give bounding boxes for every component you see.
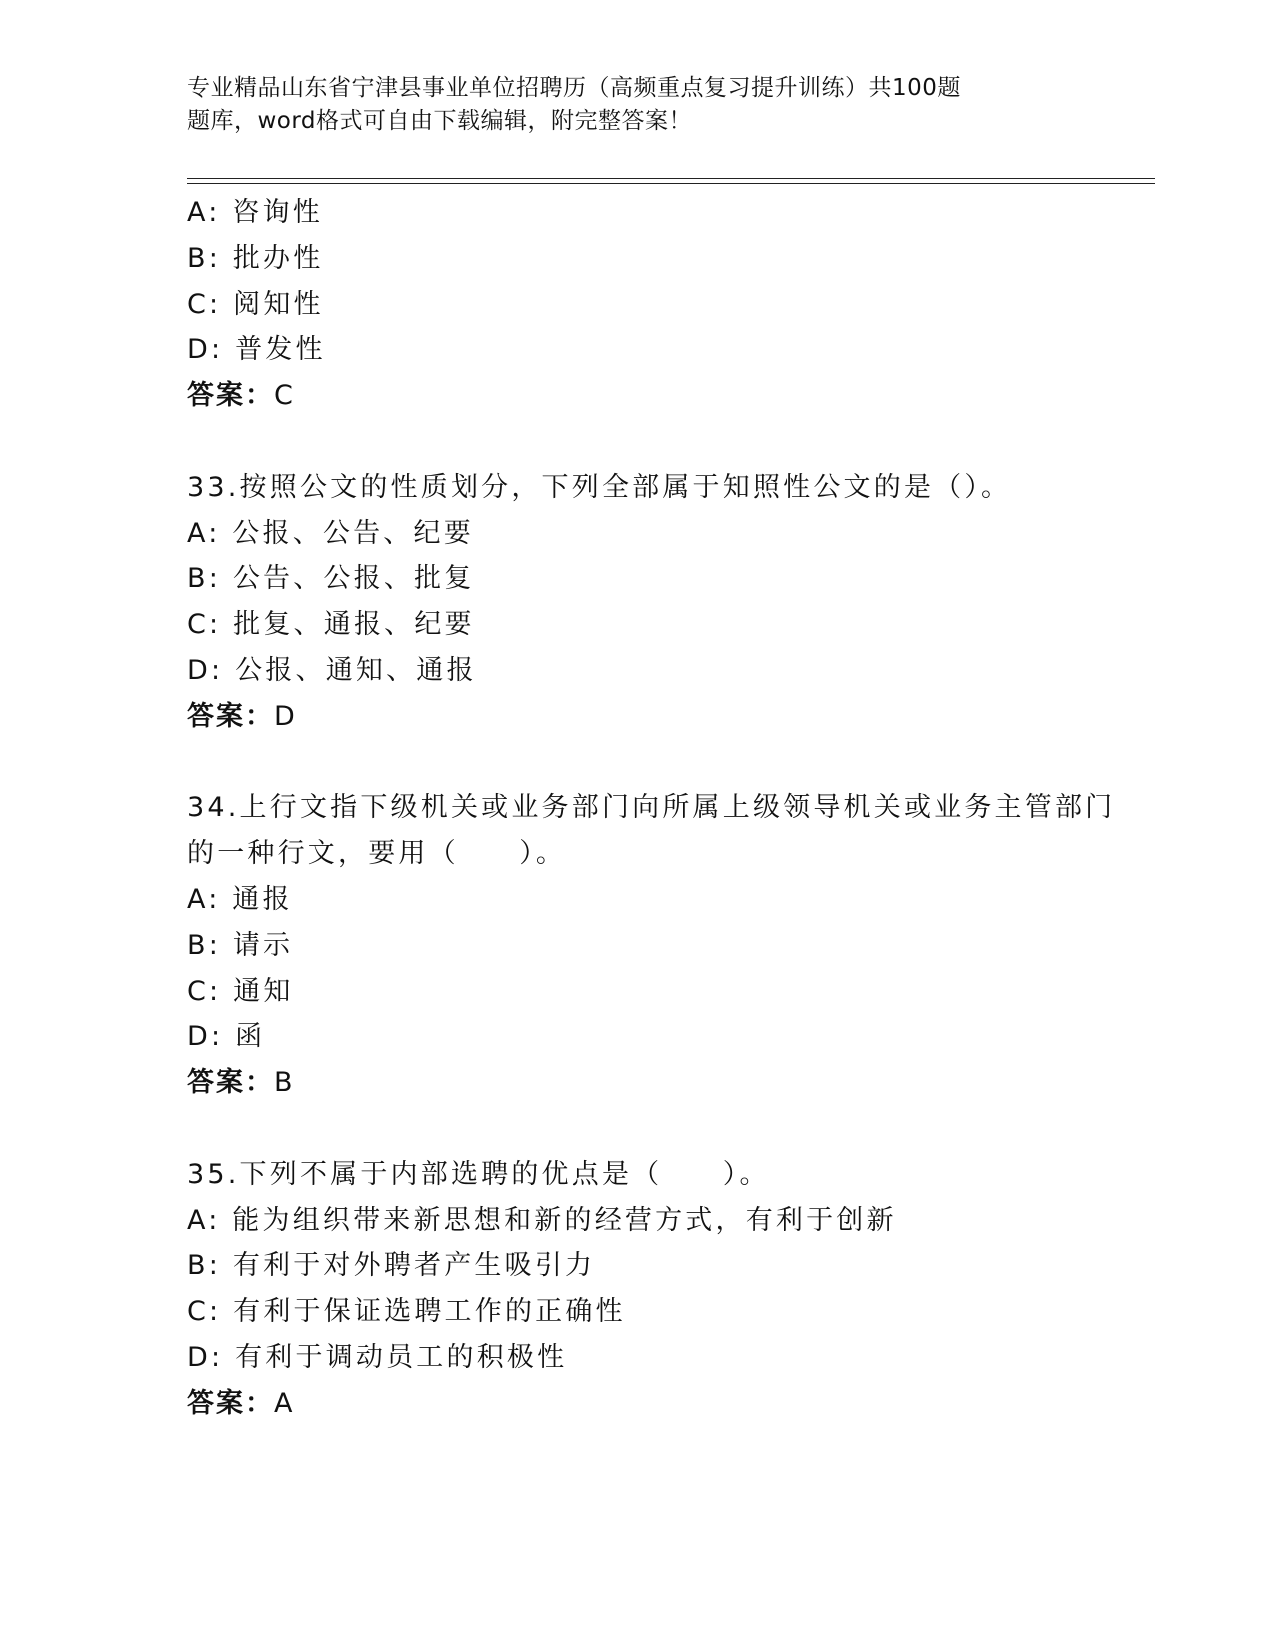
- header-title-line-2: 题库，word格式可自由下载编辑，附完整答案！: [187, 108, 693, 134]
- option-d: D: 普发性: [187, 334, 326, 366]
- question-number: 33.: [187, 471, 240, 503]
- answer-value: C: [274, 380, 295, 412]
- question-text: 34.上行文指下级机关或业务部门向所属上级领导机关或业务主管部门: [187, 792, 1116, 824]
- question-block-35: [187, 1152, 1155, 1427]
- question-block-34: [187, 785, 1155, 1106]
- option-c: C: 阅知性: [187, 288, 324, 320]
- question-text: 33.按照公文的性质划分，下列全部属于知照性公文的是（）。: [187, 471, 1012, 503]
- option-b: B: 请示: [187, 929, 294, 961]
- option-c: C: 批复、通报、纪要: [187, 609, 475, 641]
- option-d: D: 公报、通知、通报: [187, 654, 477, 686]
- question-number: 34.: [187, 792, 240, 824]
- question-text-continued: 的一种行文，要用（ ）。: [187, 838, 567, 870]
- answer-line: [187, 1060, 1155, 1106]
- option-a: A: 公报、公告、纪要: [187, 517, 474, 549]
- answer-label: 答案：: [187, 700, 274, 732]
- option-c: C: 有利于保证选聘工作的正确性: [187, 1296, 626, 1328]
- answer-line: [187, 694, 1155, 740]
- question-block-partial: [187, 190, 1155, 419]
- answer-value: D: [274, 700, 297, 732]
- document-header: [187, 72, 1027, 138]
- header-divider-top: [187, 178, 1155, 179]
- option-b: B: 公告、公报、批复: [187, 563, 475, 595]
- option-d: D: 有利于调动员工的积极性: [187, 1341, 568, 1373]
- question-block-33: [187, 465, 1155, 740]
- answer-label: 答案：: [187, 380, 274, 412]
- answer-value: B: [274, 1067, 295, 1099]
- question-list: [187, 190, 1155, 1427]
- question-text: 35.下列不属于内部选聘的优点是（ ）。: [187, 1158, 770, 1190]
- option-c: C: 通知: [187, 975, 294, 1007]
- option-b: B: 批办性: [187, 242, 324, 274]
- answer-label: 答案：: [187, 1387, 274, 1419]
- header-divider-bottom: [187, 183, 1155, 184]
- answer-value: A: [274, 1387, 295, 1419]
- option-b: B: 有利于对外聘者产生吸引力: [187, 1250, 596, 1282]
- option-a: A: 咨询性: [187, 197, 323, 228]
- question-number: 35.: [187, 1158, 240, 1190]
- option-a: A: 能为组织带来新思想和新的经营方式，有利于创新: [187, 1204, 897, 1236]
- answer-label: 答案：: [187, 1067, 274, 1099]
- answer-line: [187, 373, 1155, 419]
- option-a: A: 通报: [187, 883, 293, 915]
- answer-line: [187, 1381, 1155, 1427]
- option-d: D: 函: [187, 1021, 266, 1053]
- header-title-line-1: 专业精品山东省宁津县事业单位招聘历（高频重点复习提升训练）共100题: [187, 75, 961, 101]
